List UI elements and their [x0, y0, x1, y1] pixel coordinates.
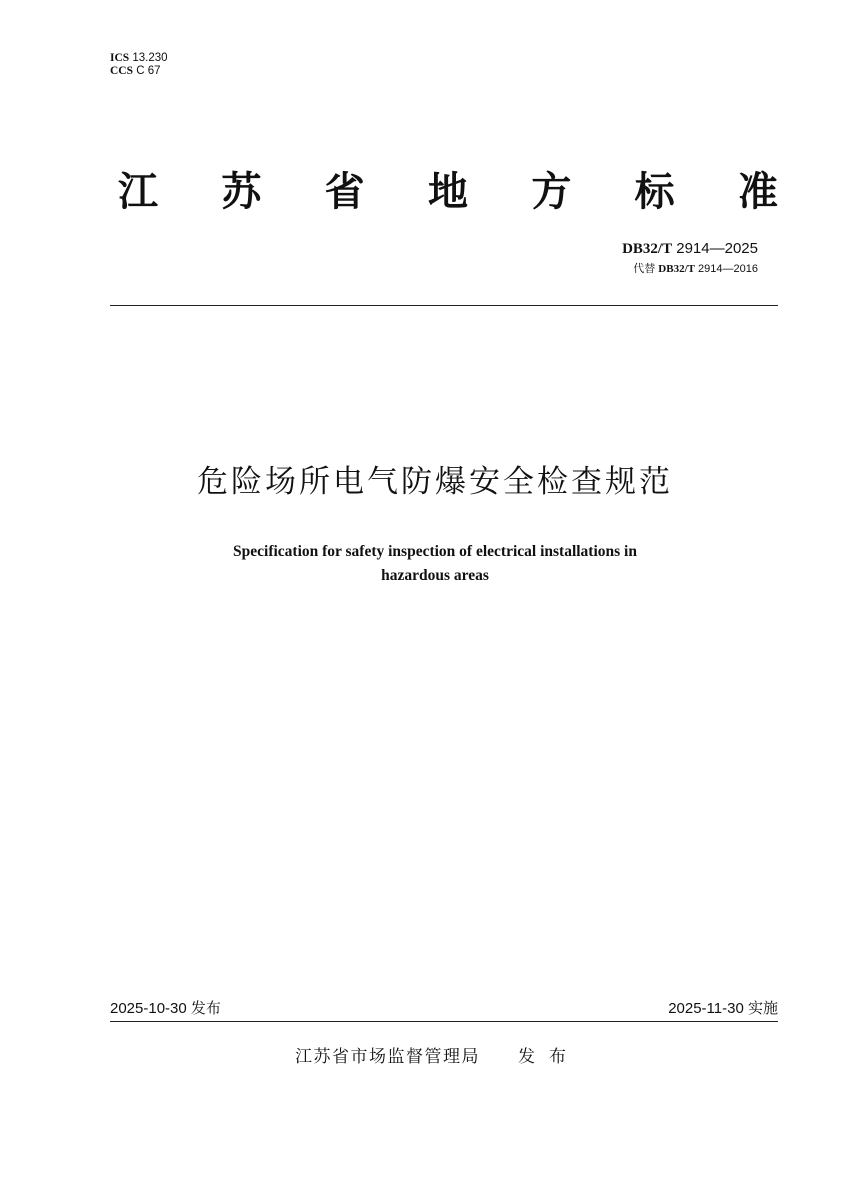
- replace-code: 2914—2016: [698, 263, 758, 275]
- header-divider: [110, 305, 778, 306]
- ccs-key: CCS: [110, 65, 134, 77]
- document-title-en-line: hazardous areas: [381, 567, 489, 584]
- replaced-standard: [622, 263, 758, 276]
- issuer-line: [295, 1046, 580, 1068]
- classification-codes: [110, 52, 168, 78]
- document-title-en-line: Specification for safety inspection of electrical installations in: [233, 543, 637, 560]
- standard-type-char: 标: [634, 169, 675, 215]
- effective-date: 2025-11-30: [668, 1000, 744, 1017]
- ccs-code: [110, 65, 168, 78]
- publish-date-group: [110, 998, 221, 1019]
- ccs-value: C 67: [136, 65, 161, 77]
- standard-type-char: 准: [737, 169, 778, 215]
- dates-row: [110, 998, 778, 1019]
- publish-label: 发布: [190, 999, 221, 1017]
- standard-number-prefix: DB32/T: [622, 241, 673, 257]
- ics-code: [110, 52, 168, 65]
- standard-number-block: [622, 240, 758, 276]
- document-title-en: [130, 540, 740, 588]
- standard-type-char: 苏: [221, 169, 262, 215]
- standard-type-char: 地: [427, 169, 468, 215]
- ics-key: ICS: [110, 52, 130, 64]
- standard-type-heading: [118, 168, 778, 216]
- standard-type-char: 江: [118, 169, 158, 215]
- issuer-name: 江苏省市场监督管理局: [295, 1047, 480, 1067]
- issuer-action: 发布: [518, 1047, 580, 1067]
- replace-label: 代替: [633, 263, 656, 275]
- publish-date: 2025-10-30: [110, 1000, 187, 1017]
- effective-label: 实施: [747, 999, 778, 1017]
- document-title-cn: 危险场所电气防爆安全检查规范: [197, 464, 673, 500]
- standard-number: [622, 240, 758, 258]
- standard-type-char: 省: [324, 169, 365, 215]
- effective-date-group: [668, 998, 778, 1019]
- replace-prefix: DB32/T: [658, 263, 695, 275]
- standard-type-char: 方: [531, 169, 572, 215]
- standard-number-code: 2914—2025: [676, 240, 758, 257]
- footer-divider: [110, 1021, 778, 1022]
- ics-value: 13.230: [132, 52, 168, 64]
